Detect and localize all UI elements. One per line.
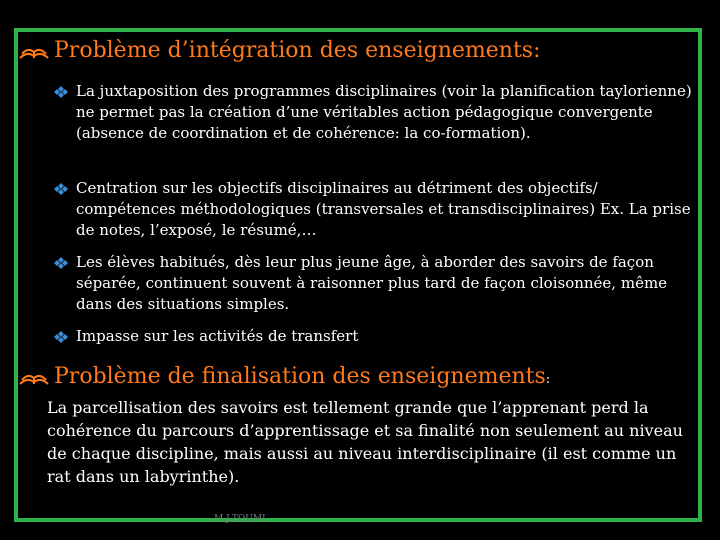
bullet-text: La juxtaposition des programmes disciplinaires (voir la planification taylorienne) ne permet pas la création d’une véritables action pédagogique convergente (absence de coordination et de cohérence: la co-formation).	[76, 82, 692, 142]
diamond-bullet-icon	[54, 86, 68, 98]
bullet-text: Centration sur les objectifs disciplinaires au détriment des objectifs/ compétences méthodologiques (transversales et transdisciplinaires) Ex. La prise de notes, l’exposé, le résumé,…	[76, 179, 691, 239]
heading-text: Problème de finalisation des enseignements:	[54, 364, 551, 389]
bullet-item	[54, 178, 694, 241]
diamond-bullet-icon	[54, 257, 68, 269]
diamond-bullet-icon	[54, 183, 68, 195]
bullet-item	[54, 326, 694, 347]
diamond-bullet-icon	[54, 331, 68, 343]
bullet-item	[54, 81, 694, 144]
bullet-text: Les élèves habitués, dès leur plus jeune âge, à aborder des savoirs de façon séparée, continuent souvent à raisonner plus tard de façon cloisonnée, même dans des situations simples.	[76, 253, 668, 313]
footer-author: M.J.TOUMI	[214, 514, 266, 524]
bullet-text: Impasse sur les activités de transfert	[76, 327, 359, 345]
heading-colon: :	[545, 372, 551, 387]
paragraph-text: La parcellisation des savoirs est tellement grande que l’apprenant perd la cohérence du parcours d’apprentissage et sa finalité non seulement au niveau de chaque discipline, mais aussi au niveau interdisciplinaire (il est comme un rat dans un labyrinthe).	[47, 398, 683, 486]
book-icon	[18, 368, 50, 388]
bullet-item	[54, 252, 694, 315]
heading-text: Problème d’intégration des enseignements:	[54, 38, 541, 63]
book-icon	[18, 42, 50, 62]
